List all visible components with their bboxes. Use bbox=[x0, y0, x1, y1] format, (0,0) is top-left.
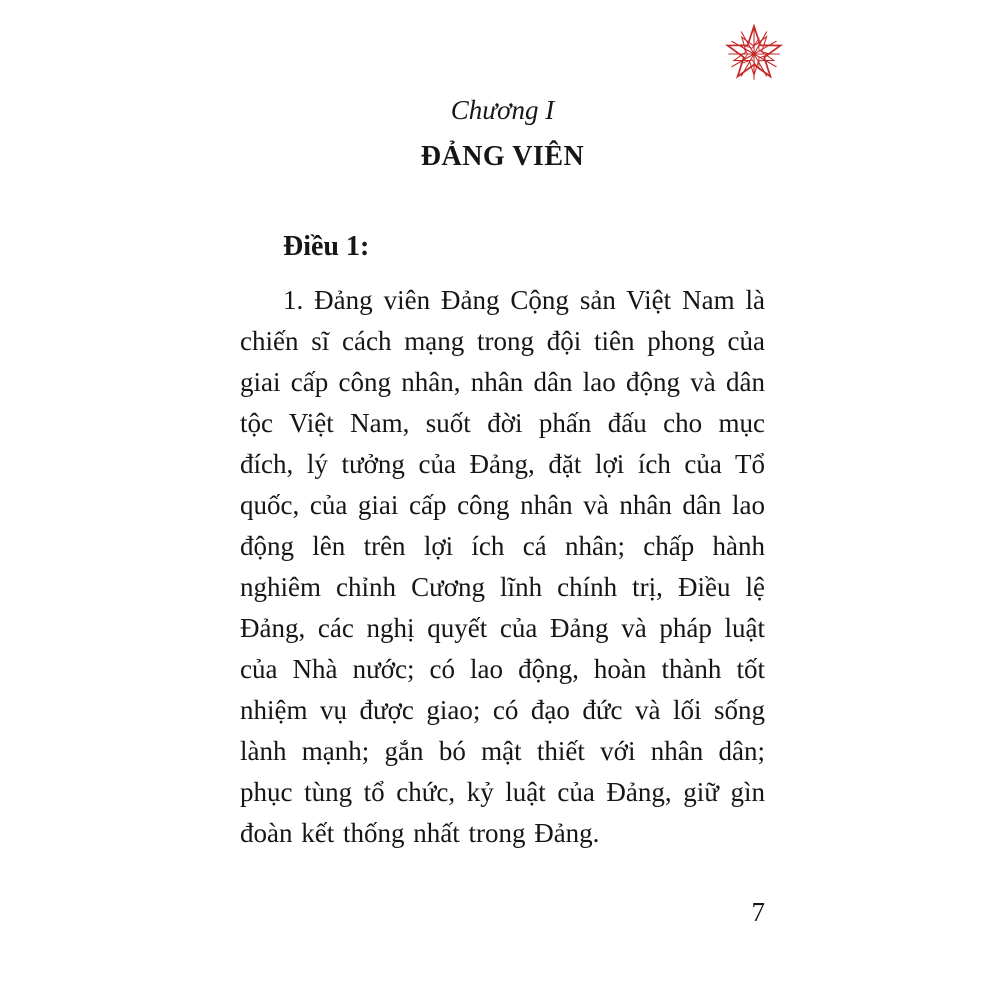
publisher-logo-star-icon bbox=[724, 24, 784, 84]
article-heading: Điều 1: bbox=[283, 231, 370, 262]
page-number: 7 bbox=[751, 897, 765, 927]
chapter-title: ĐẢNG VIÊN bbox=[420, 141, 585, 172]
page-content bbox=[240, 94, 765, 854]
chapter-label: Chương I bbox=[450, 95, 555, 125]
article-body-paragraph: 1. Đảng viên Đảng Cộng sản Việt Nam là chiến sĩ cách mạng trong đội tiên phong của giai cấp công nhân, nhân dân lao động và dân tộc Việt Nam, suốt đời phấn đấu cho mục đích, lý tưởng của Đảng, đặt lợi ích của Tổ quốc, của giai cấp công nhân và nhân dân lao động lên trên lợi ích cá nhân; chấp hành nghiêm chỉnh Cương lĩnh chính trị, Điều lệ Đảng, các nghị quyết của Đảng và pháp luật của Nhà nước; có lao động, hoàn thành tốt nhiệm vụ được giao; có đạo đức và lối sống lành mạnh; gắn bó mật thiết với nhân dân; phục tùng tổ chức, kỷ luật của Đảng, giữ gìn đoàn kết thống nhất trong Đảng. bbox=[240, 285, 765, 848]
